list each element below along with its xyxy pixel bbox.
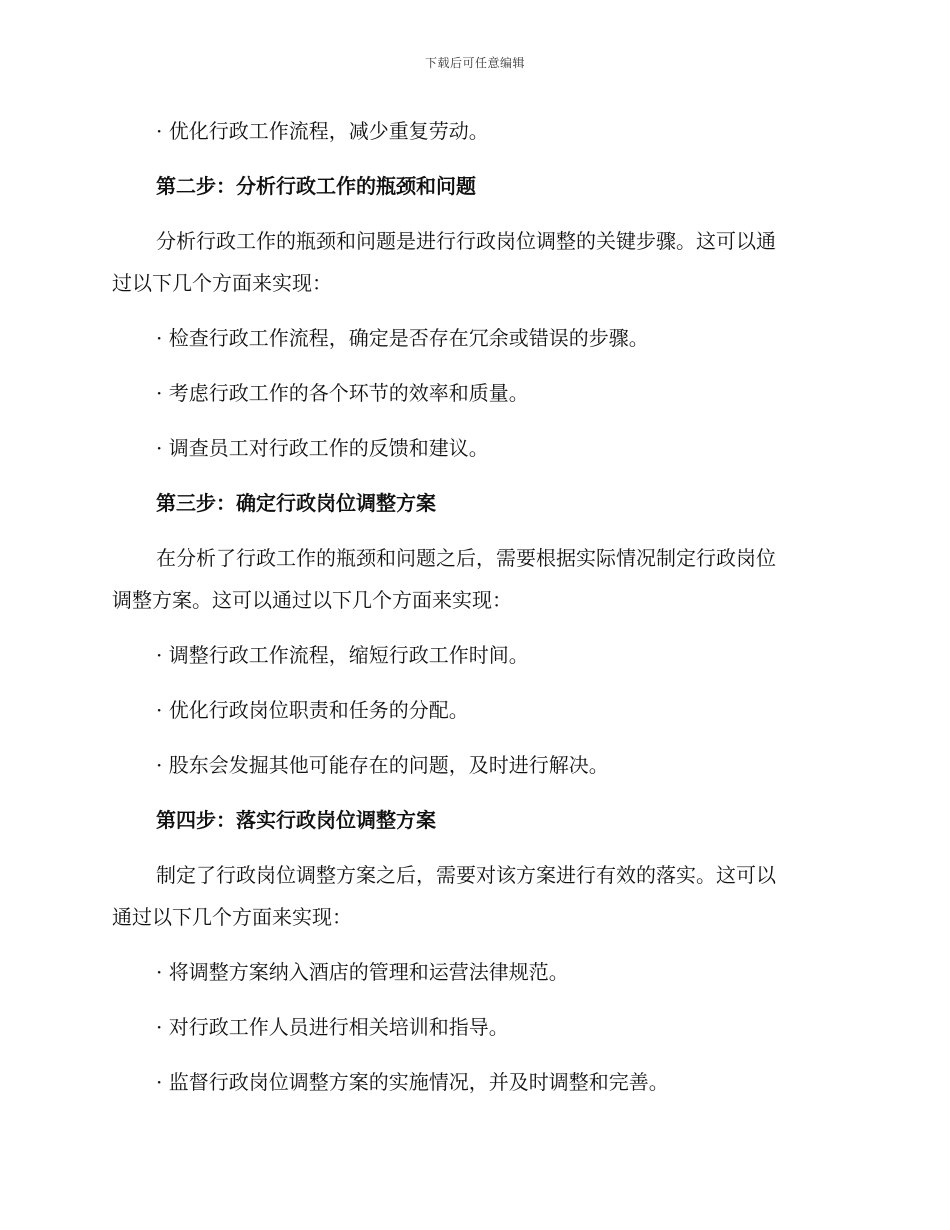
bullet-item: · 对行政工作人员进行相关培训和指导。	[156, 1015, 509, 1039]
paragraph-line: 在分析了行政工作的瓶颈和问题之后，需要根据实际情况制定行政岗位	[156, 546, 776, 570]
paragraph-line: 调整方案。这可以通过以下几个方面来实现：	[112, 588, 512, 612]
page-header: 下载后可任意编辑	[424, 56, 525, 70]
bullet-item: · 监督行政岗位调整方案的实施情况，并及时调整和完善。	[156, 1070, 669, 1094]
bullet-item: · 调整行政工作流程，缩短行政工作时间。	[156, 643, 529, 667]
paragraph-line: 制定了行政岗位调整方案之后，需要对该方案进行有效的落实。这可以	[156, 863, 776, 887]
bullet-item: · 优化行政岗位职责和任务的分配。	[156, 698, 469, 722]
bullet-item: · 股东会发掘其他可能存在的问题，及时进行解决。	[156, 753, 609, 777]
paragraph-line: 过以下几个方面来实现：	[112, 271, 332, 295]
bullet-item: · 优化行政工作流程，减少重复劳动。	[156, 119, 489, 143]
bullet-item: · 考虑行政工作的各个环节的效率和质量。	[156, 381, 529, 405]
bullet-item: · 将调整方案纳入酒店的管理和运营法律规范。	[156, 960, 569, 984]
paragraph-line: 通过以下几个方面来实现：	[112, 905, 352, 929]
paragraph-line: 分析行政工作的瓶颈和问题是进行行政岗位调整的关键步骤。这可以通	[156, 229, 776, 253]
bullet-item: · 调查员工对行政工作的反馈和建议。	[156, 436, 489, 460]
document-body	[112, 110, 832, 1103]
section-heading: 第二步：分析行政工作的瓶颈和问题	[156, 174, 476, 198]
bullet-item: · 检查行政工作流程，确定是否存在冗余或错误的步骤。	[156, 326, 649, 350]
section-heading: 第四步：落实行政岗位调整方案	[156, 808, 436, 832]
section-heading: 第三步：确定行政岗位调整方案	[156, 491, 436, 515]
